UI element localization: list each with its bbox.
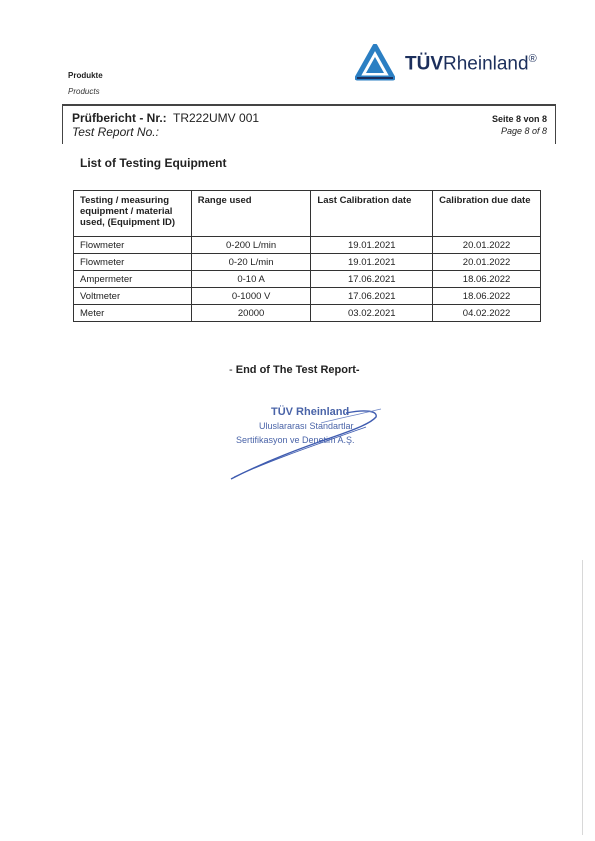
section-title: List of Testing Equipment	[80, 156, 227, 170]
cell-last-calibration: 17.06.2021	[311, 271, 433, 288]
stamp-line-1: TÜV Rheinland	[271, 406, 350, 418]
stamp-line-2: Uluslararası Standartlar	[259, 421, 354, 431]
report-number-box	[62, 104, 556, 144]
page-indicator-en: Page 8 of 8	[500, 126, 547, 136]
cell-equipment: Voltmeter	[74, 288, 192, 305]
page-indicator-de: Seite 8 von 8	[491, 114, 547, 124]
cell-last-calibration: 17.06.2021	[311, 288, 433, 305]
cell-last-calibration: 03.02.2021	[311, 305, 433, 322]
report-number-value: TR222UMV 001	[173, 111, 260, 125]
cell-equipment: Flowmeter	[74, 237, 192, 254]
end-of-report-text: End of The Test Report-	[235, 364, 360, 376]
report-number-label-de: Prüfbericht - Nr.:	[72, 111, 167, 125]
cell-range: 0-10 A	[191, 271, 311, 288]
table-row	[74, 254, 541, 271]
cell-last-calibration: 19.01.2021	[311, 254, 433, 271]
table-row	[74, 288, 541, 305]
report-number-label-en: Test Report No.:	[72, 125, 159, 139]
equipment-table	[73, 190, 541, 322]
cell-range: 0-20 L/min	[191, 254, 311, 271]
table-row	[74, 237, 541, 254]
header-equipment: Testing / measuring equipment / material used, (Equipment ID)	[74, 191, 192, 237]
cell-range: 0-1000 V	[191, 288, 311, 305]
cell-calibration-due: 18.06.2022	[433, 288, 541, 305]
cell-equipment: Flowmeter	[74, 254, 192, 271]
logo-text	[405, 53, 537, 75]
produkte-label: Produkte	[68, 71, 103, 80]
cell-calibration-due: 20.01.2022	[433, 237, 541, 254]
page-edge-line	[582, 560, 583, 835]
table-row	[74, 271, 541, 288]
stamp-line-3: Sertifikasyon ve Denetim A.Ş.	[236, 435, 355, 445]
logo-text-regular: Rheinland	[443, 53, 529, 75]
registered-mark: ®	[528, 53, 537, 65]
tuv-triangle-icon	[355, 44, 395, 82]
logo-text-bold: TÜV	[405, 53, 443, 75]
header-last-calibration: Last Calibration date	[311, 191, 433, 237]
cell-range: 20000	[191, 305, 311, 322]
header-calibration-due: Calibration due date	[433, 191, 541, 237]
cell-calibration-due: 20.01.2022	[433, 254, 541, 271]
cell-calibration-due: 04.02.2022	[433, 305, 541, 322]
cell-range: 0-200 L/min	[191, 237, 311, 254]
header-range: Range used	[191, 191, 311, 237]
tuv-rheinland-logo	[355, 44, 555, 84]
company-stamp	[226, 403, 396, 483]
table-row	[74, 305, 541, 322]
table-header-row	[74, 191, 541, 237]
products-label: Products	[68, 87, 100, 96]
end-of-report	[229, 364, 360, 376]
cell-equipment: Ampermeter	[74, 271, 192, 288]
cell-equipment: Meter	[74, 305, 192, 322]
end-dash: -	[229, 364, 233, 376]
cell-calibration-due: 18.06.2022	[433, 271, 541, 288]
cell-last-calibration: 19.01.2021	[311, 237, 433, 254]
signature-image	[226, 403, 396, 483]
